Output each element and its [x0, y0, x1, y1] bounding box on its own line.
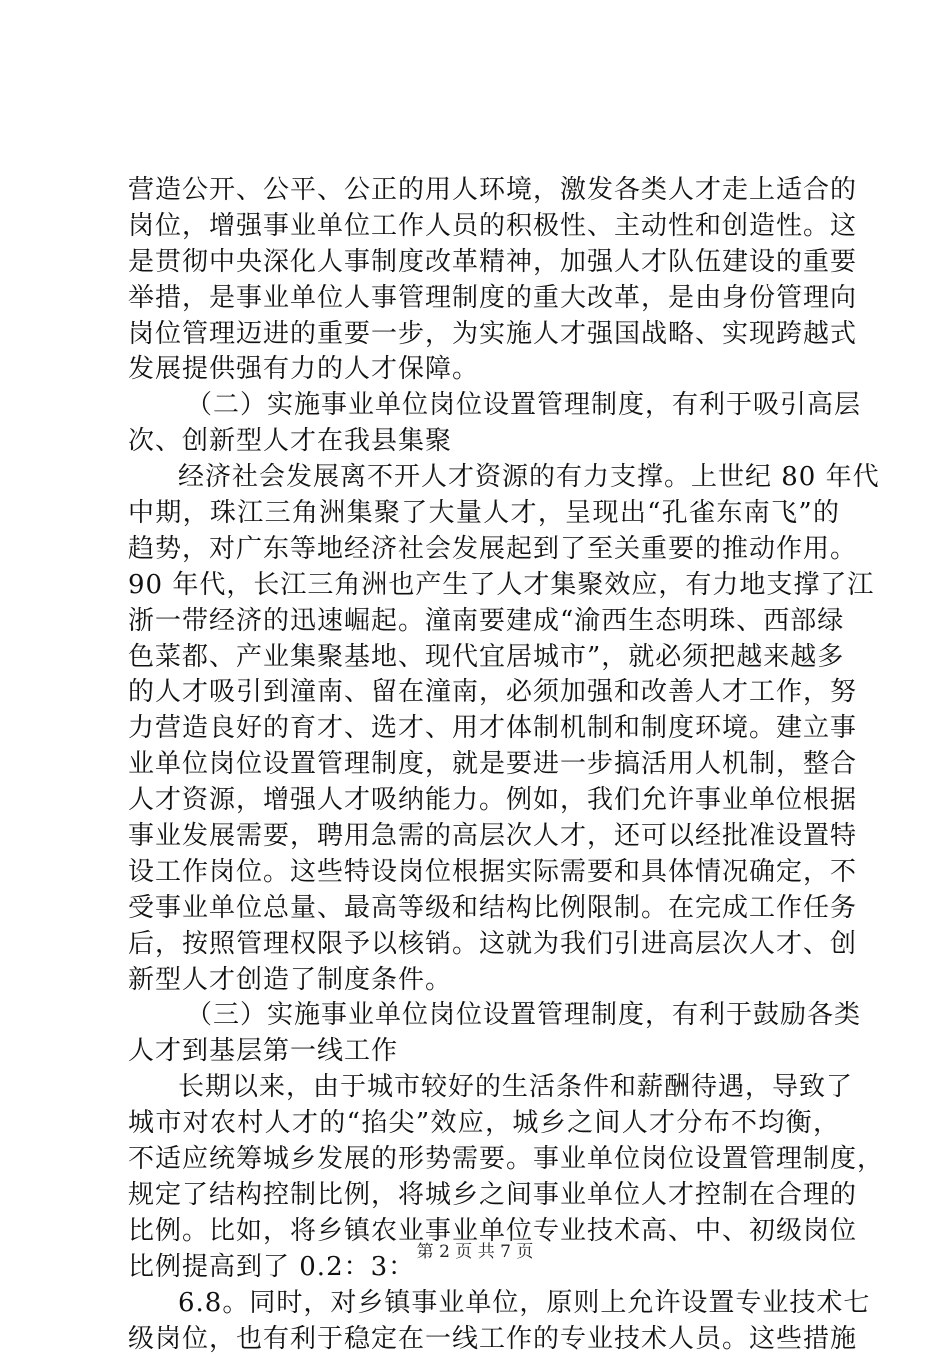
text-line: 设工作岗位。这些特设岗位根据实际需要和具体情况确定，不: [128, 855, 840, 891]
section-heading-line: 人才到基层第一线工作: [128, 1034, 840, 1070]
text-line: 业单位岗位设置管理制度，就是要进一步搞活用人机制，整合: [128, 747, 840, 783]
text-line: 举措，是事业单位人事管理制度的重大改革，是由身份管理向: [128, 281, 840, 317]
paragraph-first-line: 长期以来，由于城市较好的生活条件和薪酬待遇，导致了: [128, 1070, 840, 1106]
paragraph-first-line: 6.8。同时，对乡镇事业单位，原则上允许设置专业技术七: [128, 1286, 840, 1322]
text-line: 新型人才创造了制度条件。: [128, 963, 840, 999]
text-line: 趋势，对广东等地经济社会发展起到了至关重要的推动作用。: [128, 532, 840, 568]
section-heading-line: （三）实施事业单位岗位设置管理制度，有利于鼓励各类: [128, 998, 840, 1034]
section-heading-line: 次、创新型人才在我县集聚: [128, 424, 840, 460]
text-line: 是贯彻中央深化人事制度改革精神，加强人才队伍建设的重要: [128, 245, 840, 281]
text-line: 规定了结构控制比例，将城乡之间事业单位人才控制在合理的: [128, 1178, 840, 1214]
text-line: 受事业单位总量、最高等级和结构比例限制。在完成工作任务: [128, 891, 840, 927]
text-line: 人才资源，增强人才吸纳能力。例如，我们允许事业单位根据: [128, 783, 840, 819]
text-line: 浙一带经济的迅速崛起。潼南要建成“渝西生态明珠、西部绿: [128, 604, 840, 640]
text-line: 后，按照管理权限予以核销。这就为我们引进高层次人才、创: [128, 927, 840, 963]
text-line: 营造公开、公平、公正的用人环境，激发各类人才走上适合的: [128, 173, 840, 209]
section-heading-line: （二）实施事业单位岗位设置管理制度，有利于吸引高层: [128, 388, 840, 424]
text-line: 事业发展需要，聘用急需的高层次人才，还可以经批准设置特: [128, 819, 840, 855]
text-line: 比例提高到了 0.2：3：: [128, 1250, 840, 1286]
text-line: 不适应统筹城乡发展的形势需要。事业单位岗位设置管理制度，: [128, 1142, 840, 1178]
text-line: 90 年代，长江三角洲也产生了人才集聚效应，有力地支撑了江: [128, 568, 840, 604]
text-line: 岗位，增强事业单位工作人员的积极性、主动性和创造性。这: [128, 209, 840, 245]
text-line: 中期，珠江三角洲集聚了大量人才，呈现出“孔雀东南飞”的: [128, 496, 840, 532]
text-line: 级岗位，也有利于稳定在一线工作的专业技术人员。这些措施: [128, 1322, 840, 1357]
page-footer: 第 2 页 共 7 页: [0, 1240, 950, 1264]
body-text: [128, 173, 840, 1357]
text-line: 比例。比如，将乡镇农业事业单位专业技术高、中、初级岗位: [128, 1214, 840, 1250]
text-line: 色菜都、产业集聚基地、现代宜居城市”，就必须把越来越多: [128, 640, 840, 676]
paragraph-first-line: 经济社会发展离不开人才资源的有力支撑。上世纪 80 年代: [128, 460, 840, 496]
text-line: 的人才吸引到潼南、留在潼南，必须加强和改善人才工作，努: [128, 675, 840, 711]
text-line: 发展提供强有力的人才保障。: [128, 352, 840, 388]
text-line: 力营造良好的育才、选才、用才体制机制和制度环境。建立事: [128, 711, 840, 747]
text-line: 城市对农村人才的“掐尖”效应，城乡之间人才分布不均衡，: [128, 1106, 840, 1142]
text-line: 岗位管理迈进的重要一步，为实施人才强国战略、实现跨越式: [128, 317, 840, 353]
